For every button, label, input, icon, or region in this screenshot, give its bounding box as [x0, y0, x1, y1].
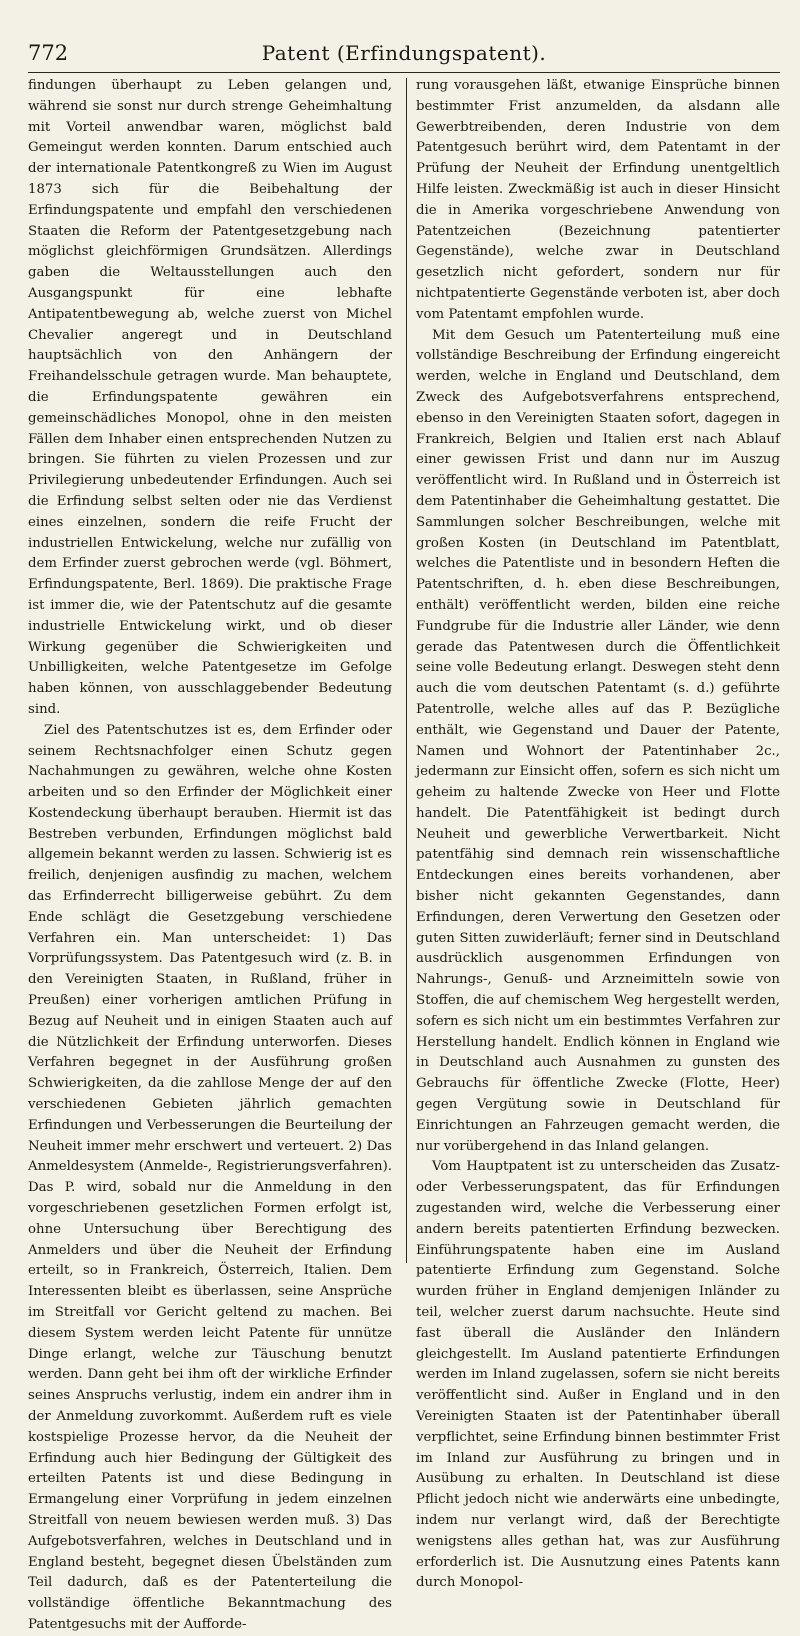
right-column — [416, 76, 780, 1591]
column-divider — [406, 78, 407, 1263]
paragraph: Ziel des Patentschutzes ist es, dem Erfinder oder seinem Rechtsnachfolger einen Schutz gegen Nachahmungen zu gewähren, welche ohne Kosten arbeiten und so den Erfinder der Möglichkeit einer Kostendeckung überhaupt berauben. Hiermit ist das Bestreben verbunden, Erfindungen möglichst bald allgemein bekannt werden zu lassen. Schwierig ist es freilich, denjenigen ausfindig zu machen, welchem das Erfinderrecht billigerweise gebührt. Zu dem Ende schlägt die Gesetzgebung verschiedene Verfahren ein. Man unterscheidet: 1) Das Vorprüfungssystem. Das Patentgesuch wird (z. B. in den Vereinigten Staaten, in Rußland, früher in Preußen) einer vorherigen amtlichen Prüfung in Bezug auf Neuheit und in einigen Staaten auch auf die Nützlichkeit der Erfindung unterworfen. Dieses Verfahren begegnet in der Ausführung großen Schwierigkeiten, da die zahllose Menge der auf den verschiedenen Gebieten jährlich gemachten Erfindungen und Verbesserungen die Beurteilung der Neuheit immer mehr erschwert und verteuert. 2) Das Anmeldesystem (Anmelde-, Registrierungsverfahren). Das P. wird, sobald nur die Anmeldung in den vorgeschriebenen gesetzlichen Formen erfolgt ist, ohne Untersuchung über Berechtigung des Anmelders und über die Neuheit der Erfindung erteilt, so in Frankreich, Österreich, Italien. Dem Interessenten bleibt es überlassen, seine Ansprüche im Streitfall vor Gericht geltend zu machen. Bei diesem System werden leicht Patente für unnütze Dinge erlangt, welche zur Täuschung benutzt werden. Dann geht bei ihm oft der wirkliche Erfinder seines Anspruchs verlustig, indem ein andrer ihm in der Anmeldung zuvorkommt. Außerdem ruft es viele kostspielige Prozesse hervor, da die Neuheit der Erfindung auch hier Bedingung der Gültigkeit des erteilten Patents ist und diese Bedingung in Ermangelung einer Vorprüfung in jedem einzelnen Streitfall von neuem bewiesen werden muß. 3) Das Aufgebotsverfahren, welches in Deutschland und in England besteht, begegnet diesen Übelständen zum Teil dadurch, daß es der Patenterteilung die vollständige öffentliche Bekanntmachung des Patentgesuchs mit der Aufforde- — [28, 722, 392, 1632]
page-number: 772 — [28, 41, 69, 65]
paragraph: findungen überhaupt zu Leben gelangen und, während sie sonst nur durch strenge Geheimhaltung mit Vorteil anwendbar waren, möglichst bald Gemeingut werden konnten. Darum entschied auch der internationale Patentkongreß zu Wien im August 1873 sich für die Beibehaltung der Erfindungspatente und empfahl den verschiedenen Staaten die Reform der Patentgesetzgebung nach möglichst gleichförmigen Grundsätzen. Allerdings gaben die Weltausstellungen auch den Ausgangspunkt für eine lebhafte Antipatentbewegung ab, welche zuerst von Michel Chevalier angeregt und in Deutschland hauptsächlich von den Anhängern der Freihandelsschule getragen wurde. Man behauptete, die Erfindungspatente gewähren ein gemeinschädliches Monopol, ohne in den meisten Fällen dem Inhaber einen entsprechenden Nutzen zu bringen. Sie führten zu vielen Prozessen und zur Privilegierung unbedeutender Erfindungen. Auch sei die Erfindung selbst selten oder nie das Verdienst eines einzelnen, sondern die reife Frucht der industriellen Entwickelung, welche nur zufällig von dem Erfinder zuerst gebrochen werde (vgl. Böhmert, Erfindungspatente, Berl. 1869). Die praktische Frage ist immer die, wie der Patentschutz auf die gesamte industrielle Entwickelung wirkt, und ob dieser Wirkung gegenüber die Schwierigkeiten und Unbilligkeiten, welche Patentgesetze im Gefolge haben können, von ausschlaggebender Bedeutung sind. — [28, 78, 392, 717]
header-rule — [28, 72, 780, 73]
paragraph: Vom Hauptpatent ist zu unterscheiden das Zusatz- oder Verbesserungspatent, das für Erfindungen zugestanden wird, welche die Verbesserung einer andern bereits patentierten Erfindung bezwecken. Einführungspatente haben eine im Ausland patentierte Erfindung zum Gegenstand. Solche wurden früher in England demjenigen Inländer zu teil, welcher zuerst darum nachsuchte. Heute sind fast überall die Ausländer den Inländern gleichgestellt. Im Ausland patentierte Erfindungen werden im Inland zugelassen, sofern sie nicht bereits veröffentlicht sind. Außer in England und in den Vereinigten Staaten ist der Patentinhaber überall verpflichtet, seine Erfindung binnen bestimmter Frist im Inland zur Ausführung zu bringen und in Ausübung zu erhalten. In Deutschland ist diese Pflicht jedoch nicht wie anderwärts eine unbedingte, indem nur verlangt wird, daß der Berechtigte wenigstens alles gethan hat, was zur Ausführung erforderlich ist. Die Ausnutzung eines Patents kann durch Monopol- — [416, 1159, 780, 1591]
paragraph: rung vorausgehen läßt, etwanige Einsprüche binnen bestimmter Frist anzumelden, da alsdann alle Gewerbtreibenden, deren Industrie von dem Patentgesuch berührt wird, dem Patentamt in der Prüfung der Neuheit der Erfindung unentgeltlich Hilfe leisten. Zweckmäßig ist auch in dieser Hinsicht die in Amerika vorgeschriebene Anwendung von Patentzeichen (Bezeichnung patentierter Gegenstände), welche zwar in Deutschland gesetzlich nicht gefordert, sondern nur für nichtpatentierte Gegenstände verboten ist, aber doch vom Patentamt empfohlen wurde. — [416, 78, 780, 322]
paragraph: Mit dem Gesuch um Patenterteilung muß eine vollständige Beschreibung der Erfindung eingereicht werden, welche in England und Deutschland, dem Zweck des Aufgebotsverfahrens entsprechend, ebenso in den Vereinigten Staaten sofort, dagegen in Frankreich, Belgien und Italien erst nach Ablauf einer gewissen Frist und dann nur im Auszug veröffentlicht wird. In Rußland und in Österreich ist dem Patentinhaber die Geheimhaltung gestattet. Die Sammlungen solcher Beschreibungen, welche mit großen Kosten (in Deutschland im Patentblatt, welches die Patentliste und in besondern Heften die Patentschriften, d. h. eben diese Beschreibungen, enthält) veröffentlicht werden, bilden eine reiche Fundgrube für die Industrie aller Länder, wie denn gerade das Patentwesen durch die Öffentlichkeit seine volle Bedeutung erlangt. Deswegen steht denn auch die vom deutschen Patentamt (s. d.) geführte Patentrolle, welche alles auf das P. Bezügliche enthält, wie Gegenstand und Dauer der Patente, Namen und Wohnort der Patentinhaber 2c., jedermann zur Einsicht offen, sofern es sich nicht um geheim zu haltende Zwecke von Heer und Flotte handelt. Die Patentfähigkeit ist bedingt durch Neuheit und gewerbliche Verwertbarkeit. Nicht patentfähig sind demnach rein wissenschaftliche Entdeckungen eines bereits vorhandenen, aber bisher nicht gekannten Gegenstandes, dann Erfindungen, deren Verwertung den Gesetzen oder guten Sitten zuwiderläuft; ferner sind in Deutschland ausdrücklich ausgenommen Erfindungen von Nahrungs-, Genuß- und Arzneimitteln sowie von Stoffen, die auf chemischem Weg hergestellt werden, sofern es sich nicht um ein bestimmtes Verfahren zur Herstellung handelt. Endlich können in England wie in Deutschland auch Ausnahmen zu gunsten des Gebrauchs für öffentliche Zwecke (Flotte, Heer) gegen Vergütung sowie in Deutschland für Einrichtungen an Fahrzeugen gemacht werden, die nur vorübergehend in das Inland gelangen. — [416, 327, 780, 1154]
running-title: Patent (Erfindungspatent). — [261, 41, 547, 65]
left-column — [28, 76, 392, 1632]
page-header — [28, 38, 780, 70]
